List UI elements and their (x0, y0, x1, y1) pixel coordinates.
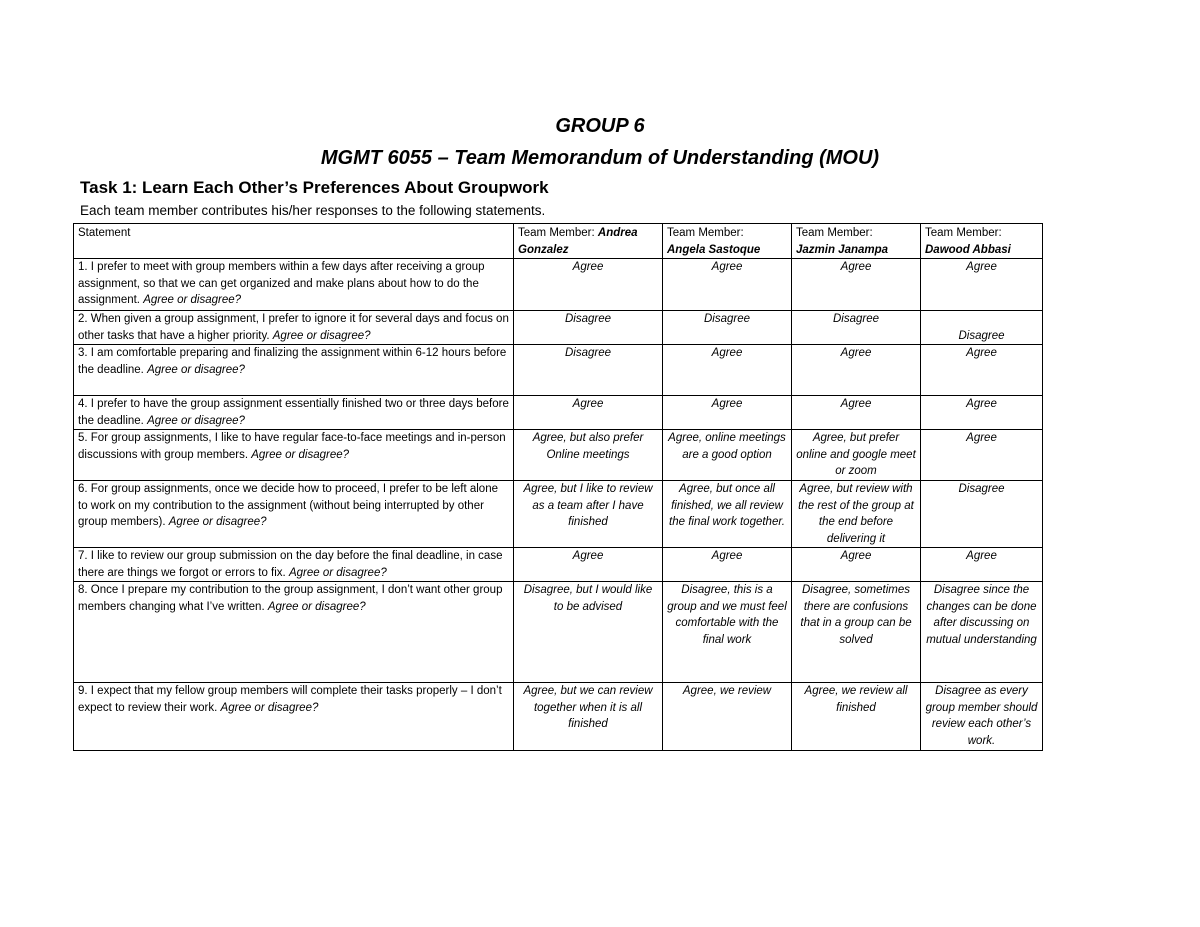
statement-text: 8. Once I prepare my contribution to the group assignment, I don’t want other group members changing what I’ve written. (78, 584, 503, 613)
table-row (74, 683, 1043, 751)
statement-cell (74, 548, 514, 582)
member-name: Dawood Abbasi (925, 243, 1011, 256)
statement-text: 5. For group assignments, I like to have regular face-to-face meetings and in-person discussions with group members. (78, 432, 506, 461)
response-cell: Agree (921, 396, 1043, 430)
response-cell: Agree (792, 396, 921, 430)
response-cell: Agree (921, 430, 1043, 481)
statement-cell (74, 311, 514, 345)
response-cell: Agree (921, 259, 1043, 311)
table-row (74, 396, 1043, 430)
table-row (74, 311, 1043, 345)
member-prefix: Team Member: (796, 227, 873, 239)
course-title: MGMT 6055 – Team Memorandum of Understanding (MOU) (320, 147, 880, 169)
statement-prompt: Agree or disagree? (143, 294, 242, 306)
statement-prompt: Agree or disagree? (272, 329, 371, 342)
group-title: GROUP 6 (555, 115, 645, 137)
statement-prompt: Agree or disagree? (267, 600, 366, 613)
table-row (74, 430, 1043, 481)
table-row (74, 345, 1043, 396)
table-row (74, 259, 1043, 311)
statement-text: 9. I expect that my fellow group members will complete their tasks properly – I don’t expect to review their work. (78, 685, 502, 714)
member-header (921, 224, 1043, 259)
response-cell: Agree, we review (663, 683, 792, 751)
statement-header: Statement (74, 224, 514, 259)
statement-prompt: Agree or disagree? (288, 566, 387, 579)
statement-cell (74, 683, 514, 751)
statement-cell (74, 582, 514, 683)
statement-text: 6. For group assignments, once we decide how to proceed, I prefer to be left alone to work on my contribution to the assignment (without being interrupted by other group members). (78, 483, 498, 528)
statement-cell (74, 396, 514, 430)
table-row (74, 481, 1043, 548)
member-header (663, 224, 792, 259)
response-cell: Agree (792, 548, 921, 582)
response-cell: Disagree as every group member should review each other’s work. (921, 683, 1043, 751)
response-cell: Agree (663, 548, 792, 582)
statement-prompt: Agree or disagree? (251, 448, 350, 461)
member-name: Angela Sastoque (667, 243, 761, 256)
statement-prompt: Agree or disagree? (147, 363, 245, 376)
task-heading: Task 1: Learn Each Other’s Preferences About Groupwork (80, 178, 549, 197)
member-header (514, 224, 663, 259)
statement-cell (74, 345, 514, 396)
member-prefix: Team Member: (518, 227, 595, 239)
response-cell: Agree, but I like to review as a team after I have finished (514, 481, 663, 548)
statement-text: 3. I am comfortable preparing and finalizing the assignment within 6-12 hours before the deadline. (78, 347, 507, 376)
response-cell: Agree (792, 345, 921, 396)
response-cell: Agree (921, 548, 1043, 582)
response-cell: Agree (921, 345, 1043, 396)
response-cell: Agree, we review all finished (792, 683, 921, 751)
statement-text: 4. I prefer to have the group assignment essentially finished two or three days before the deadline. (78, 398, 509, 427)
response-cell: Disagree (514, 311, 663, 345)
statement-cell (74, 481, 514, 548)
member-name: Jazmin Janampa (796, 243, 889, 256)
preferences-table (73, 223, 1043, 751)
table-row (74, 582, 1043, 683)
response-cell: Agree, but once all finished, we all review the final work together. (663, 481, 792, 548)
response-cell: Agree (514, 548, 663, 582)
response-cell: Disagree (921, 311, 1043, 345)
response-cell: Agree, but prefer online and google meet or zoom (792, 430, 921, 481)
response-cell: Disagree (663, 311, 792, 345)
statement-prompt: Agree or disagree? (147, 414, 245, 427)
response-cell: Disagree, sometimes there are confusions that in a group can be solved (792, 582, 921, 683)
response-cell: Disagree (792, 311, 921, 345)
statement-cell (74, 430, 514, 481)
response-cell: Agree (792, 259, 921, 311)
member-name: Andrea Gonzalez (518, 227, 638, 256)
statement-text: 7. I like to review our group submission on the day before the final deadline, in case there are things we forgot or errors to fix. (78, 550, 503, 579)
response-cell: Agree (663, 259, 792, 311)
statement-text: 2. When given a group assignment, I prefer to ignore it for several days and focus on other tasks that have a higher priority. (78, 313, 509, 342)
table-header-row (74, 224, 1043, 259)
response-cell: Agree, but we can review together when it is all finished (514, 683, 663, 751)
response-cell: Agree (514, 259, 663, 311)
statement-prompt: Agree or disagree? (168, 516, 267, 528)
table-row (74, 548, 1043, 582)
response-cell: Agree (663, 345, 792, 396)
statement-text: 1. I prefer to meet with group members within a few days after receiving a group assignment, so that we can get organized and make plans about how to do the assignment. (78, 261, 485, 306)
member-header (792, 224, 921, 259)
response-cell: Agree, but review with the rest of the group at the end before delivering it (792, 481, 921, 548)
response-cell: Agree, online meetings are a good option (663, 430, 792, 481)
response-cell: Disagree, this is a group and we must feel comfortable with the final work (663, 582, 792, 683)
intro-text: Each team member contributes his/her responses to the following statements. (80, 203, 546, 218)
response-cell: Agree (663, 396, 792, 430)
member-prefix: Team Member: (925, 227, 1002, 239)
response-cell: Disagree (514, 345, 663, 396)
response-cell: Agree (514, 396, 663, 430)
response-cell: Agree, but also prefer Online meetings (514, 430, 663, 481)
statement-cell (74, 259, 514, 311)
statement-prompt: Agree or disagree? (220, 701, 319, 714)
member-prefix: Team Member: (667, 227, 744, 239)
response-cell: Disagree since the changes can be done after discussing on mutual understanding (921, 582, 1043, 683)
response-cell: Disagree (921, 481, 1043, 548)
response-cell: Disagree, but I would like to be advised (514, 582, 663, 683)
